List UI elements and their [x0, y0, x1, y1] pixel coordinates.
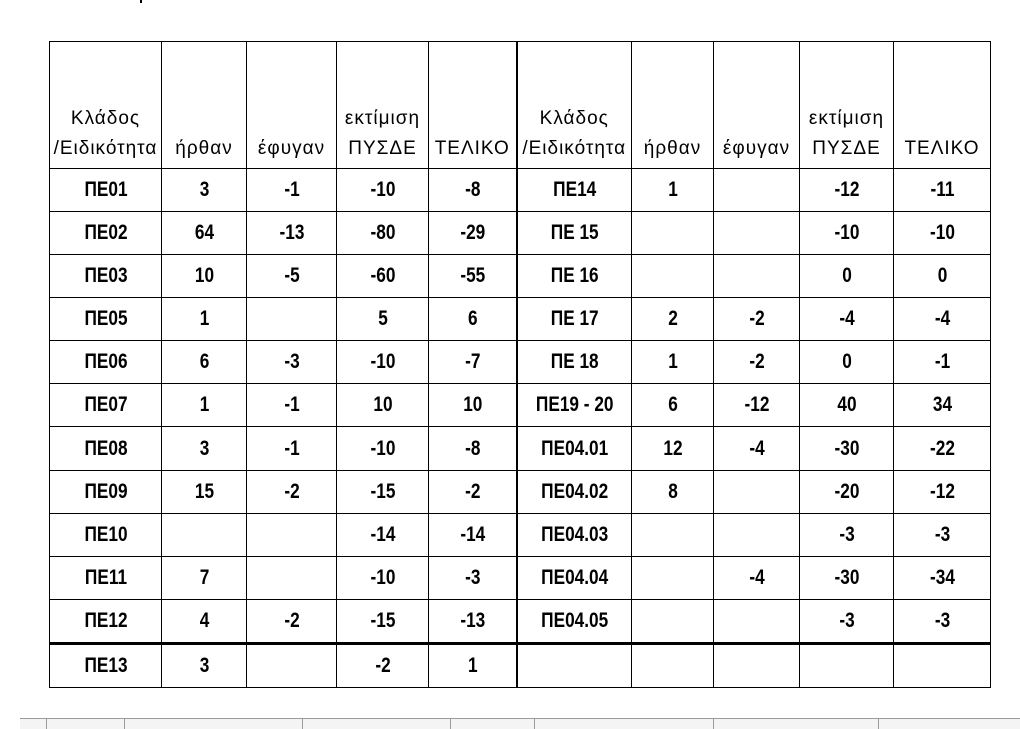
table-row — [50, 470, 991, 513]
header-final-left: ΤΕΛΙΚΟ — [429, 42, 517, 169]
cell-final-right: -34 — [902, 556, 982, 599]
cell-estimate-right: -12 — [808, 169, 885, 212]
cell-estimate-left: -14 — [345, 513, 420, 556]
cell-branch-right: ΠΕ04.01 — [527, 427, 621, 470]
table-row — [50, 298, 991, 341]
cell-left-left — [255, 643, 329, 687]
cell-final-right: -11 — [902, 169, 982, 212]
cell-final-left: -8 — [436, 427, 508, 470]
header-estimate-left-line1: εκτίμιση — [344, 108, 421, 129]
cell-branch-left: ΠΕ10 — [60, 513, 152, 556]
cell-estimate-right: -30 — [808, 427, 885, 470]
header-estimate-left-line2: ΠΥΣΔΕ — [348, 138, 417, 159]
table-row — [50, 212, 991, 255]
cell-left-right — [721, 255, 792, 298]
cell-branch-right: ΠΕ 15 — [527, 212, 621, 255]
cell-left-left: -1 — [255, 169, 329, 212]
cell-final-left: -13 — [436, 599, 508, 643]
cell-final-left: -3 — [436, 556, 508, 599]
table-row — [50, 513, 991, 556]
cell-final-right: -3 — [902, 513, 982, 556]
cell-left-left: -13 — [255, 212, 329, 255]
cell-final-right: 0 — [902, 255, 982, 298]
header-branch-left — [50, 42, 162, 169]
table-row — [50, 427, 991, 470]
cell-left-left — [255, 298, 329, 341]
staffing-table — [49, 41, 991, 688]
cell-branch-left: ΠΕ07 — [60, 384, 152, 427]
cell-final-left: -55 — [436, 255, 508, 298]
cell-left-right: -2 — [721, 298, 792, 341]
header-branch-right-line2: /Ειδικότητα — [522, 138, 627, 159]
cell-estimate-right: -10 — [808, 212, 885, 255]
cell-final-left: 10 — [436, 384, 508, 427]
table-row — [50, 599, 991, 643]
cell-final-left: -14 — [436, 513, 508, 556]
cell-left-left: -5 — [255, 255, 329, 298]
cell-branch-right: ΠΕ19 - 20 — [527, 384, 621, 427]
cell-came-right: 12 — [639, 427, 706, 470]
cell-final-right: -12 — [902, 470, 982, 513]
table-row — [50, 384, 991, 427]
header-estimate-right — [800, 42, 894, 169]
table-row — [50, 643, 991, 687]
cell-left-right: -12 — [721, 384, 792, 427]
cell-final-right: -3 — [902, 599, 982, 643]
cell-came-left: 1 — [169, 384, 239, 427]
cell-estimate-right: -30 — [808, 556, 885, 599]
header-estimate-right-line1: εκτίμιση — [808, 108, 885, 129]
cell-branch-left: ΠΕ08 — [60, 427, 152, 470]
cell-left-right — [721, 599, 792, 643]
cell-left-right — [721, 169, 792, 212]
cell-final-left: -2 — [436, 470, 508, 513]
header-estimate-right-line2: ΠΥΣΔΕ — [812, 138, 881, 159]
cell-estimate-right: 40 — [808, 384, 885, 427]
cell-left-left: -2 — [255, 599, 329, 643]
cell-left-right — [721, 513, 792, 556]
header-branch-left-line1: Κλάδος — [70, 108, 141, 129]
cell-estimate-left: -60 — [345, 255, 420, 298]
cell-final-right: -10 — [902, 212, 982, 255]
cell-came-left: 6 — [169, 341, 239, 384]
cell-left-left: -3 — [255, 341, 329, 384]
cell-branch-left: ΠΕ11 — [60, 556, 152, 599]
cell-final-right: -22 — [902, 427, 982, 470]
header-branch-right — [517, 42, 632, 169]
cell-estimate-right: -20 — [808, 470, 885, 513]
header-final-right: ΤΕΛΙΚΟ — [894, 42, 991, 169]
cell-left-left: -1 — [255, 384, 329, 427]
cell-estimate-left: -15 — [345, 599, 420, 643]
cell-branch-left: ΠΕ05 — [60, 298, 152, 341]
cell-came-left — [169, 513, 239, 556]
cell-estimate-right: -3 — [808, 513, 885, 556]
cell-came-left: 3 — [169, 643, 239, 687]
cell-came-left: 15 — [169, 470, 239, 513]
table-row — [50, 341, 991, 384]
cell-left-right: -2 — [721, 341, 792, 384]
cell-final-left: -29 — [436, 212, 508, 255]
cell-came-left: 7 — [169, 556, 239, 599]
cell-left-left: -2 — [255, 470, 329, 513]
cell-branch-right: ΠΕ04.03 — [527, 513, 621, 556]
header-row — [50, 42, 991, 169]
cell-final-right: -4 — [902, 298, 982, 341]
cell-came-right — [639, 255, 706, 298]
cell-estimate-left: 5 — [345, 298, 420, 341]
cell-left-left — [255, 513, 329, 556]
cell-estimate-left: -80 — [345, 212, 420, 255]
cell-left-right — [721, 212, 792, 255]
table-row — [50, 169, 991, 212]
cell-left-left: -1 — [255, 427, 329, 470]
cell-left-right: -4 — [721, 427, 792, 470]
cell-came-right — [639, 513, 706, 556]
cell-branch-right: ΠΕ04.02 — [527, 470, 621, 513]
cell-branch-right: ΠΕ 18 — [527, 341, 621, 384]
cell-branch-right: ΠΕ 16 — [527, 255, 621, 298]
cell-came-right: 6 — [639, 384, 706, 427]
cell-final-left: -7 — [436, 341, 508, 384]
cell-left-right — [721, 643, 792, 687]
cell-came-right: 2 — [639, 298, 706, 341]
table-row — [50, 255, 991, 298]
cell-branch-right — [527, 643, 621, 687]
cell-estimate-left: -2 — [345, 643, 420, 687]
table-body — [50, 169, 991, 688]
cell-left-left — [255, 556, 329, 599]
cell-final-right: -1 — [902, 341, 982, 384]
cell-estimate-right — [808, 643, 885, 687]
cell-branch-right: ΠΕ 17 — [527, 298, 621, 341]
cell-estimate-left: 10 — [345, 384, 420, 427]
cell-came-left: 64 — [169, 212, 239, 255]
cell-branch-left: ΠΕ13 — [60, 643, 152, 687]
cell-came-right — [639, 212, 706, 255]
cell-estimate-right: -3 — [808, 599, 885, 643]
bottom-table-edge — [20, 718, 1020, 729]
cell-estimate-left: -10 — [345, 427, 420, 470]
cell-final-left: 6 — [436, 298, 508, 341]
cell-came-left: 1 — [169, 298, 239, 341]
cell-came-left: 4 — [169, 599, 239, 643]
cell-came-right: 8 — [639, 470, 706, 513]
page-edge-mark — [140, 0, 142, 3]
cell-final-right: 34 — [902, 384, 982, 427]
cell-branch-left: ΠΕ09 — [60, 470, 152, 513]
cell-left-right — [721, 470, 792, 513]
header-came-left: ήρθαν — [162, 42, 247, 169]
cell-final-left: 1 — [436, 643, 508, 687]
cell-came-right: 1 — [639, 169, 706, 212]
header-estimate-left — [337, 42, 429, 169]
cell-branch-right: ΠΕ04.05 — [527, 599, 621, 643]
header-branch-left-line2: /Ειδικότητα — [53, 138, 158, 159]
cell-branch-left: ΠΕ06 — [60, 341, 152, 384]
header-left-right: έφυγαν — [714, 42, 800, 169]
cell-estimate-left: -10 — [345, 556, 420, 599]
cell-branch-right: ΠΕ14 — [527, 169, 621, 212]
cell-estimate-right: -4 — [808, 298, 885, 341]
cell-came-left: 3 — [169, 427, 239, 470]
cell-estimate-left: -15 — [345, 470, 420, 513]
cell-estimate-right: 0 — [808, 341, 885, 384]
cell-branch-left: ΠΕ03 — [60, 255, 152, 298]
cell-final-right — [902, 643, 982, 687]
cell-came-right — [639, 556, 706, 599]
cell-came-right — [639, 643, 706, 687]
header-left-left: έφυγαν — [247, 42, 337, 169]
table-row — [50, 556, 991, 599]
cell-came-right — [639, 599, 706, 643]
cell-came-right: 1 — [639, 341, 706, 384]
cell-left-right: -4 — [721, 556, 792, 599]
cell-estimate-left: -10 — [345, 169, 420, 212]
header-branch-right-line1: Κλάδος — [539, 108, 609, 129]
cell-branch-left: ΠΕ12 — [60, 599, 152, 643]
cell-estimate-left: -10 — [345, 341, 420, 384]
cell-branch-right: ΠΕ04.04 — [527, 556, 621, 599]
cell-estimate-right: 0 — [808, 255, 885, 298]
cell-came-left: 3 — [169, 169, 239, 212]
cell-came-left: 10 — [169, 255, 239, 298]
cell-branch-left: ΠΕ02 — [60, 212, 152, 255]
header-came-right: ήρθαν — [632, 42, 714, 169]
cell-final-left: -8 — [436, 169, 508, 212]
cell-branch-left: ΠΕ01 — [60, 169, 152, 212]
